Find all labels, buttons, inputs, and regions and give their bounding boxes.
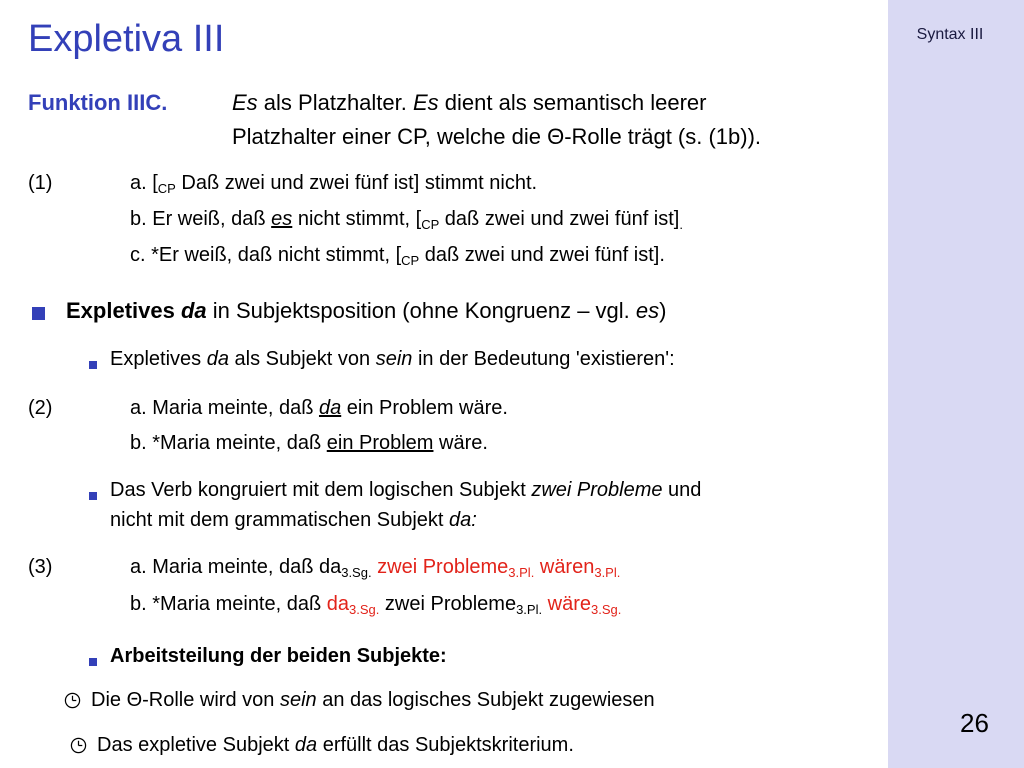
- example-number: (3): [28, 556, 53, 578]
- text: nicht mit dem grammatischen Subjekt: [110, 509, 450, 531]
- subscript: 3.Pl.: [516, 602, 543, 617]
- subbullet-1: [110, 348, 675, 371]
- small-square-bullet-icon: [89, 653, 97, 671]
- es-word: Es: [232, 90, 258, 115]
- sein-word: sein: [375, 348, 413, 370]
- subbullet-2-line-2: [110, 509, 477, 532]
- example-2b: [130, 432, 488, 455]
- subscript: CP: [157, 181, 176, 196]
- example-3a: [130, 556, 620, 579]
- subscript: 3.Sg.: [349, 602, 380, 617]
- text: c. *Er weiß, daß nicht stimmt, [: [130, 244, 402, 266]
- subbullet-2-line-1: [110, 479, 701, 502]
- text: b. *Maria meinte, daß: [130, 593, 327, 615]
- da-word: da: [206, 348, 229, 370]
- text: b. Er weiß, daß: [130, 208, 272, 230]
- text: Das expletive Subjekt: [97, 734, 295, 756]
- text: Die Θ-Rolle wird von: [91, 689, 280, 711]
- highlight-text: zwei Probleme: [371, 556, 509, 578]
- es-word: es: [635, 298, 660, 323]
- da-word: da:: [449, 509, 477, 531]
- sidebar-panel: [888, 0, 1024, 768]
- example-1b: [130, 208, 683, 231]
- text: a. Maria meinte, daß da: [130, 556, 342, 578]
- text: daß zwei und zwei fünf ist].: [419, 244, 665, 266]
- text: ein Problem wäre.: [341, 397, 508, 419]
- text: als Platzhalter.: [257, 90, 413, 115]
- da-word: da: [318, 397, 342, 419]
- text: nicht stimmt, [: [292, 208, 422, 230]
- subscript: 3.Pl.: [594, 565, 621, 580]
- subscript: CP: [421, 217, 440, 232]
- text: zwei Probleme: [379, 593, 517, 615]
- point-1: [91, 689, 655, 712]
- page-title: Expletiva III: [28, 18, 225, 60]
- es-word: Es: [413, 90, 439, 115]
- small-square-bullet-icon: [89, 356, 97, 374]
- subscript: 3.Sg.: [341, 565, 372, 580]
- es-word: es: [271, 208, 293, 230]
- example-2a: [130, 397, 508, 420]
- text: an das logisches Subjekt zugewiesen: [316, 689, 655, 711]
- da-word: da: [180, 298, 207, 323]
- text: Expletives: [110, 348, 207, 370]
- highlight-text: wären: [534, 556, 595, 578]
- text: b. *Maria meinte, daß: [130, 432, 327, 454]
- course-title: Syntax III: [916, 26, 984, 43]
- italic-phrase: zwei Probleme: [531, 479, 663, 501]
- text: ): [659, 298, 667, 323]
- text: in der Bedeutung 'existieren':: [412, 348, 675, 370]
- example-1a: [130, 172, 537, 195]
- bullet-expletives-da: [66, 298, 667, 324]
- example-number: (1): [28, 172, 53, 194]
- text: a. Maria meinte, daß: [130, 397, 319, 419]
- text: in Subjektsposition (ohne Kongruenz – vgl.: [206, 298, 636, 323]
- example-3b: [130, 593, 621, 616]
- subscript: 3.Pl.: [508, 565, 535, 580]
- page-number: 26: [960, 708, 989, 738]
- small-square-bullet-icon: [89, 487, 97, 505]
- text: Daß zwei und zwei fünf ist] stimmt nicht.: [175, 172, 538, 194]
- da-word: da: [294, 734, 318, 756]
- text: erfüllt das Subjektskriterium.: [317, 734, 574, 756]
- subbullet-3: Arbeitsteilung der beiden Subjekte:: [110, 645, 447, 667]
- text: daß zwei und zwei fünf ist]: [439, 208, 680, 230]
- subscript-dot: .: [679, 217, 683, 232]
- funktion-line-2: Platzhalter einer CP, welche die Θ-Rolle trägt (s. (1b)).: [232, 124, 762, 149]
- funktion-label: Funktion IIIC.: [28, 90, 168, 115]
- square-bullet-icon: [32, 307, 45, 325]
- subscript: CP: [401, 253, 420, 268]
- underlined-phrase: ein Problem: [326, 432, 434, 454]
- text: Das Verb kongruiert mit dem logischen Subjekt: [110, 479, 532, 501]
- text: und: [662, 479, 702, 501]
- sein-word: sein: [279, 689, 317, 711]
- clock-icon: [64, 692, 81, 712]
- text: dient als semantisch leerer: [438, 90, 707, 115]
- subscript: 3.Sg.: [591, 602, 622, 617]
- text: wäre.: [433, 432, 488, 454]
- highlight-text: wäre: [542, 593, 591, 615]
- highlight-text: da: [326, 593, 349, 615]
- example-1c: [130, 244, 665, 267]
- funktion-line-1: [232, 90, 706, 116]
- example-number: (2): [28, 397, 53, 419]
- bold-text: Expletives: [66, 298, 181, 323]
- point-2: [97, 734, 574, 757]
- clock-icon: [70, 737, 87, 757]
- text: als Subjekt von: [228, 348, 376, 370]
- text: a. [: [130, 172, 158, 194]
